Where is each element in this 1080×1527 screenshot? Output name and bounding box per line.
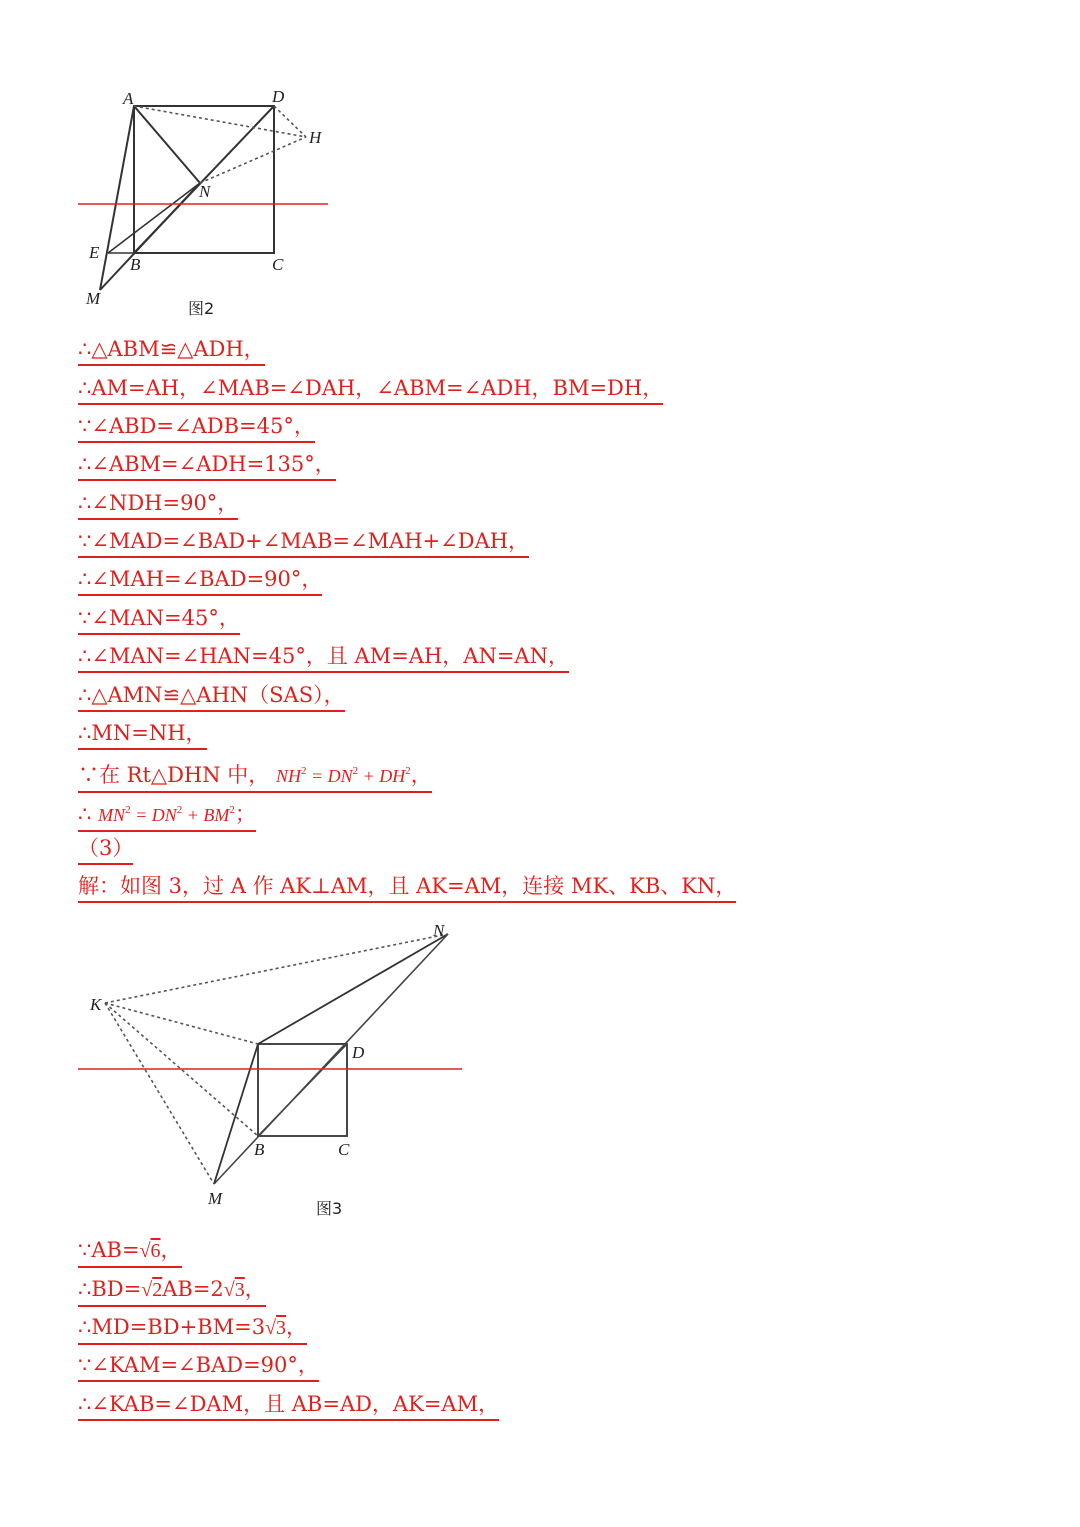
- proof-line-md: [78, 1314, 307, 1345]
- bd-suffix: ，: [244, 1277, 266, 1301]
- label-c-fig3: C: [338, 1140, 350, 1159]
- proof-line-bd: [78, 1276, 266, 1307]
- ab-suffix: ，: [160, 1238, 182, 1262]
- label-m: M: [86, 289, 101, 308]
- segment-am-fig3: [214, 1044, 258, 1184]
- proof-line-8: ∵∠MAN=45°，: [78, 605, 240, 635]
- proof-line-13: [78, 797, 256, 832]
- proof-line-9: ∴∠MAN=∠HAN=45°，且 AM=AH，AN=AN，: [78, 643, 569, 673]
- proof-line-ab: [78, 1237, 182, 1268]
- label-b: B: [130, 255, 141, 274]
- md-suffix: ，: [286, 1315, 308, 1339]
- label-h: H: [309, 128, 322, 147]
- bd-mid: AB=2: [162, 1277, 224, 1301]
- proof-line-kam: ∵∠KAM=∠BAD=90°，: [78, 1352, 319, 1382]
- label-m-fig3: M: [208, 1189, 223, 1208]
- proof-line-kab: ∴∠KAB=∠DAM，且 AB=AD，AK=AM，: [78, 1391, 499, 1421]
- formula-mn-squared: $MN^2 = DN^2 + BM^2$: [98, 804, 235, 825]
- figure-3-caption: 图3: [316, 1199, 343, 1218]
- label-n-fig3: N: [433, 921, 445, 940]
- dashed-km: [105, 1003, 214, 1184]
- proof-line-7: ∴∠MAH=∠BAD=90°，: [78, 566, 322, 596]
- segment-an: [134, 106, 200, 183]
- label-d: D: [272, 87, 285, 106]
- solution-intro: 解：如图 3，过 A 作 AK⊥AM，且 AK=AM，连接 MK、KB、KN，: [78, 873, 736, 903]
- sqrt-3b: √3: [265, 1317, 287, 1339]
- label-b-fig3: B: [254, 1140, 265, 1159]
- label-n: N: [199, 182, 211, 201]
- figure-2: [70, 85, 350, 325]
- segment-an-fig3: [258, 934, 448, 1044]
- line13-suffix: ；: [234, 802, 256, 826]
- md-text: ∴MD=BD+BM=3: [78, 1315, 266, 1339]
- figure-2-caption: 图2: [188, 299, 215, 318]
- proof-line-11: ∴MN=NH，: [78, 720, 207, 750]
- dashed-dh: [274, 106, 306, 137]
- line13-prefix: ∴: [78, 802, 92, 826]
- segment-en: [108, 183, 200, 253]
- sqrt-3: √3: [223, 1279, 245, 1301]
- dashed-nh: [200, 137, 306, 183]
- proof-line-10: ∴△AMN≌△AHN（SAS），: [78, 682, 345, 712]
- line12-prefix: ∵在 Rt△DHN 中，: [78, 763, 270, 787]
- proof-line-5: ∴∠NDH=90°，: [78, 490, 238, 520]
- diagonal-bd-fig3: [258, 1044, 347, 1136]
- dashed-kn: [105, 934, 448, 1003]
- label-a: A: [123, 89, 134, 108]
- proof-line-6: ∵∠MAD=∠BAD+∠MAB=∠MAH+∠DAH，: [78, 528, 529, 558]
- ab-text: ∵AB=: [78, 1238, 140, 1262]
- dashed-ah: [134, 106, 306, 137]
- proof-line-2: ∴AM=AH，∠MAB=∠DAH，∠ABM=∠ADH，BM=DH，: [78, 375, 663, 405]
- proof-line-3: ∵∠ABD=∠ADB=45°，: [78, 413, 315, 443]
- sqrt-6: √6: [139, 1240, 161, 1262]
- sqrt-2: √2: [141, 1279, 163, 1301]
- segment-mn: [100, 183, 200, 290]
- proof-line-12: [78, 758, 432, 793]
- label-d-fig3: D: [352, 1043, 365, 1062]
- formula-nh-squared: $NH^2 = DN^2 + DH^2$: [275, 765, 411, 786]
- part-3-label: （3）: [78, 835, 133, 865]
- proof-line-4: ∴∠ABM=∠ADH=135°，: [78, 451, 336, 481]
- figure-3: [70, 915, 480, 1225]
- segment-mn-fig3: [214, 934, 448, 1184]
- segment-am: [100, 106, 134, 290]
- line12-suffix: ，: [410, 763, 432, 787]
- bd-text: ∴BD=: [78, 1277, 142, 1301]
- label-e: E: [89, 243, 100, 262]
- proof-line-1: ∴△ABM≌△ADH，: [78, 336, 265, 366]
- label-k-fig3: K: [90, 995, 102, 1014]
- label-c: C: [272, 255, 284, 274]
